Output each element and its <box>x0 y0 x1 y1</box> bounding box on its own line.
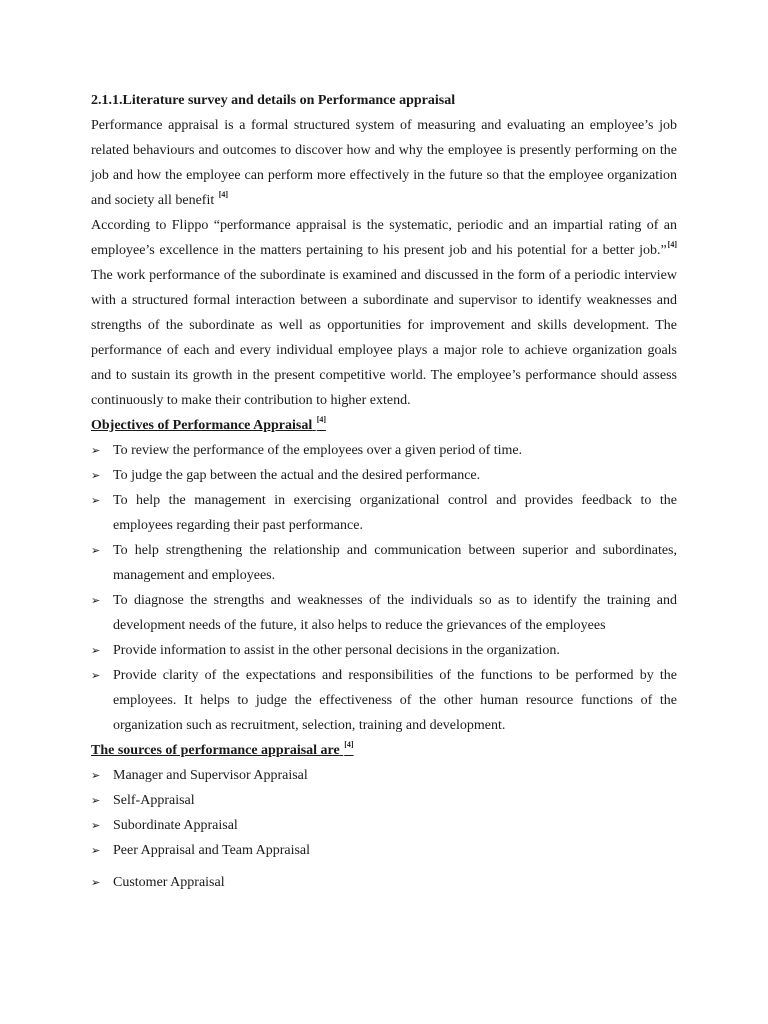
list-item-text: To help strengthening the relationship and communication between superior and subordinates, management and employees. <box>113 543 677 583</box>
sources-heading <box>91 738 677 763</box>
list-item <box>91 788 677 813</box>
section-title: 2.1.1.Literature survey and details on Performance appraisal <box>91 93 456 108</box>
arrow-bullet-icon: ➢ <box>91 819 101 832</box>
list-item <box>91 438 677 463</box>
arrow-bullet-icon: ➢ <box>91 544 101 557</box>
intro-paragraph-1-text: Performance appraisal is a formal structured system of measuring and evaluating an employee’s job related behaviours and outcomes to discover how and why the employee is presently performing on the job and how the employee can perform more effectively in the future so that the employee organization and society all benefit <box>91 118 677 208</box>
list-item <box>91 588 677 638</box>
citation-ref: [4] <box>316 415 327 424</box>
arrow-bullet-icon: ➢ <box>91 794 101 807</box>
list-item <box>91 638 677 663</box>
objectives-heading-text: Objectives of Performance Appraisal <box>91 418 313 433</box>
sources-heading-text: The sources of performance appraisal are <box>91 743 340 758</box>
list-item <box>91 813 677 838</box>
list-item-text: Provide information to assist in the other personal decisions in the organization. <box>113 643 560 658</box>
citation-ref: [4] <box>344 740 354 749</box>
intro-paragraph-2-text: The work performance of the subordinate is examined and discussed in the form of a periodic interview with a structured formal interaction between a subordinate and supervisor to identify weaknesses and strengths of the subordinate as well as opportunities for improvement and skills development. The performance of each and every individual employee plays a major role to achieve organization goals and to sustain its growth in the present competitive world. The employee’s performance should assess continuously to make their contribution to higher extend. <box>91 268 677 408</box>
arrow-bullet-icon: ➢ <box>91 594 101 607</box>
arrow-bullet-icon: ➢ <box>91 444 101 457</box>
list-item <box>91 838 677 863</box>
arrow-bullet-icon: ➢ <box>91 644 101 657</box>
arrow-bullet-icon: ➢ <box>91 669 101 682</box>
list-item-text: To help the management in exercising organizational control and provides feedback to the employees regarding their past performance. <box>113 493 677 533</box>
document-page <box>91 88 677 895</box>
arrow-bullet-icon: ➢ <box>91 876 101 889</box>
objectives-list <box>91 438 677 738</box>
list-item-text: Self-Appraisal <box>113 793 195 808</box>
list-item <box>91 870 677 895</box>
sources-list <box>91 763 677 895</box>
list-item-text: Manager and Supervisor Appraisal <box>113 768 308 783</box>
arrow-bullet-icon: ➢ <box>91 469 101 482</box>
objectives-heading <box>91 413 677 438</box>
intro-paragraph-1 <box>91 113 677 213</box>
list-item-text: To review the performance of the employees over a given period of time. <box>113 443 523 458</box>
list-item <box>91 463 677 488</box>
list-item <box>91 538 677 588</box>
list-item-text: Peer Appraisal and Team Appraisal <box>113 843 311 858</box>
list-item <box>91 488 677 538</box>
arrow-bullet-icon: ➢ <box>91 769 101 782</box>
list-item-text: Customer Appraisal <box>113 875 225 890</box>
arrow-bullet-icon: ➢ <box>91 844 101 857</box>
list-item-text: To judge the gap between the actual and the desired performance. <box>113 468 481 483</box>
intro-paragraph-2-quote: According to Flippo “performance appraisal is the systematic, periodic and an impartial rating of an employee’s excellence in the matters pertaining to his present job and his potential for a better job.” <box>91 218 677 258</box>
intro-paragraph-2 <box>91 213 677 413</box>
citation-ref: [4] <box>218 190 229 199</box>
list-item <box>91 663 677 738</box>
list-item <box>91 763 677 788</box>
citation-ref: [4] <box>667 240 677 249</box>
list-item-text: Provide clarity of the expectations and responsibilities of the functions to be performed by the employees. It helps to judge the effectiveness of the other human resource functions of the organization such as recruitment, selection, training and development. <box>113 668 677 733</box>
arrow-bullet-icon: ➢ <box>91 494 101 507</box>
list-item-text: Subordinate Appraisal <box>113 818 238 833</box>
list-item-text: To diagnose the strengths and weaknesses of the individuals so as to identify the training and development needs of the future, it also helps to reduce the grievances of the employees <box>113 593 677 633</box>
